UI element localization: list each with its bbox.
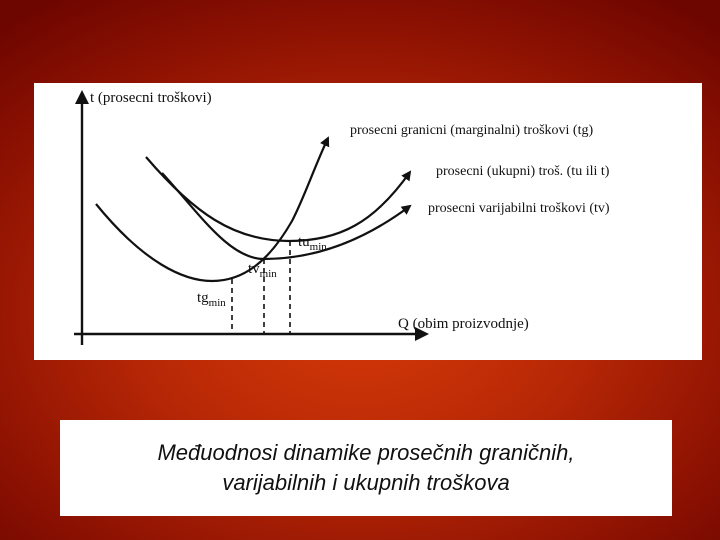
marginal-cost-label: prosecni granicni (marginalni) troškovi (tg) (350, 123, 594, 138)
tv-min-label: $tv_{min}$ (248, 261, 277, 280)
diagram-panel (34, 83, 702, 360)
tg-min-label: $tg_{min}$ (197, 290, 226, 309)
average-variable-cost-curve (162, 173, 410, 259)
caption-text: Međuodnosi dinamike prosečnih graničnih, varijabilnih i ukupnih troškova (157, 440, 575, 495)
average-variable-cost-label: prosecni varijabilni troškovi (tv) (428, 201, 610, 216)
caption-box (60, 420, 672, 516)
cost-curves-diagram (34, 83, 702, 360)
tu-min-label: $tu_{min}$ (298, 234, 327, 253)
x-axis-label: Q (obim proizvodnje) (398, 316, 529, 332)
y-axis-label: t (prosecni troškovi) (90, 90, 212, 106)
average-total-cost-label: prosecni (ukupni) troš. (tu ili t) (436, 164, 610, 179)
marginal-cost-curve (96, 138, 328, 281)
